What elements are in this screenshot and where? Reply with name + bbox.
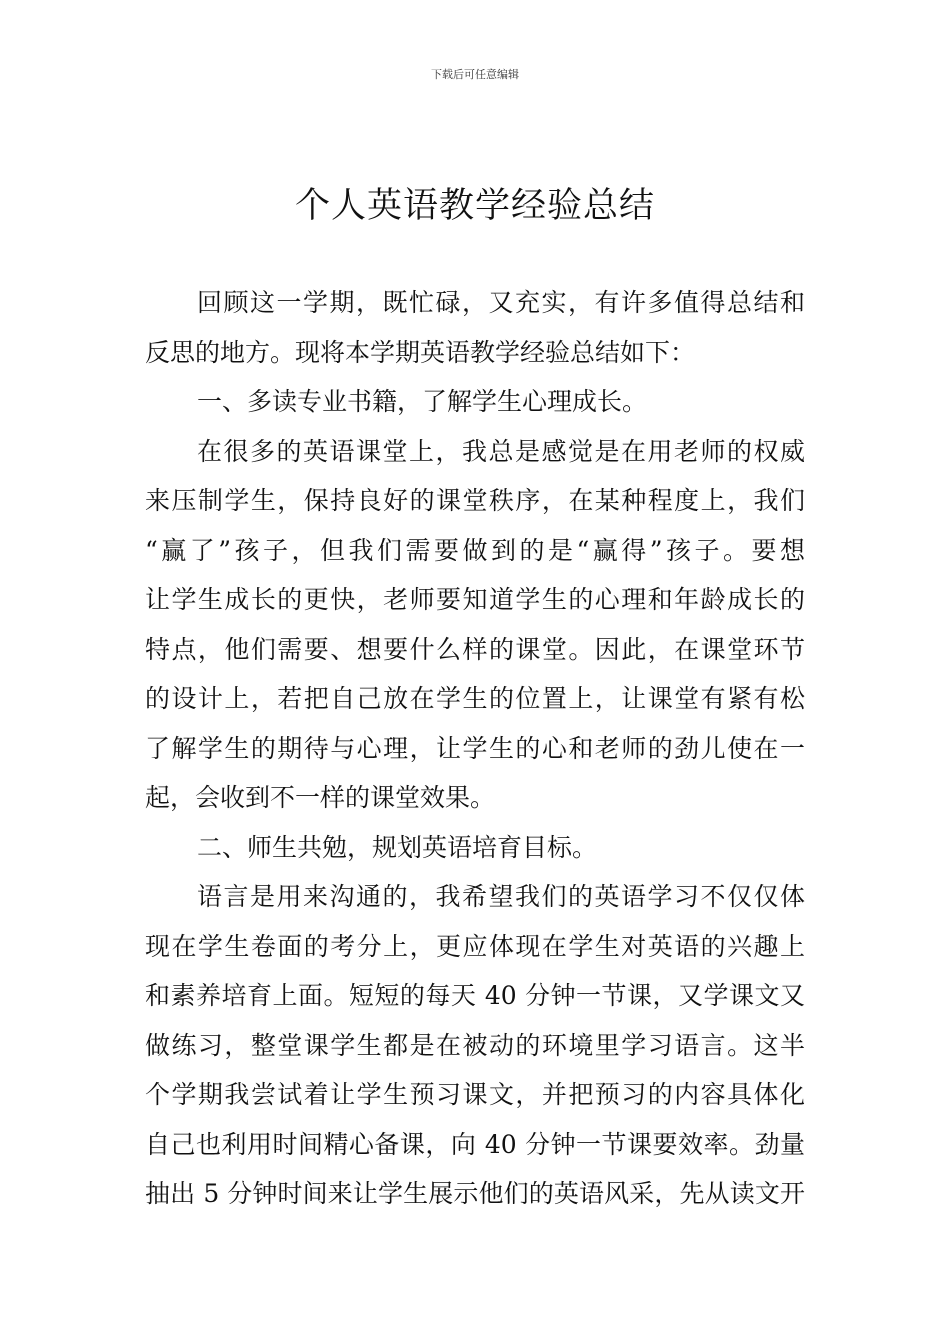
text-line: 二、师生共勉，规划英语培育目标。 [197, 832, 598, 862]
text-line: 抽出 5 分钟时间来让学生展示他们的英语风采，先从读文开 [145, 1179, 805, 1208]
text-line: 来压制学生，保持良好的课堂秩序，在某种程度上，我们 [145, 486, 805, 515]
text-line: 自己也利用时间精心备课，向 40 分钟一节课要效率。劲量 [145, 1129, 805, 1159]
text-line: 现在学生卷面的考分上，更应体现在学生对英语的兴趣上 [145, 931, 805, 961]
text-line: 做练习，整堂课学生都是在被动的环境里学习语言。这半 [145, 1030, 805, 1060]
document-body [145, 278, 805, 1219]
text-line: 和素养培育上面。短短的每天 40 分钟一节课，又学课文又 [145, 981, 805, 1010]
text-line: 一、多读专业书籍，了解学生心理成长。 [197, 387, 648, 416]
text-line: 回顾这一学期，既忙碌，又充实，有许多值得总结和 [197, 288, 805, 317]
text-line: “赢了”孩子，但我们需要做到的是“赢得”孩子。要想 [145, 535, 805, 565]
text-line: 了解学生的期待与心理，让学生的心和老师的劲儿使在一 [145, 733, 805, 763]
text-line: 个学期我尝试着让学生预习课文，并把预习的内容具体化 [145, 1080, 805, 1109]
text-line: 反思的地方。现将本学期英语教学经验总结如下： [145, 337, 696, 367]
text-line: 的设计上，若把自己放在学生的位置上，让课堂有紧有松 [145, 684, 805, 713]
text-line: 语言是用来沟通的，我希望我们的英语学习不仅仅体 [197, 882, 805, 911]
header-note: 下载后可任意编辑 [431, 68, 519, 81]
text-line: 起，会收到不一样的课堂效果。 [145, 783, 496, 812]
text-line: 在很多的英语课堂上，我总是感觉是在用老师的权威 [197, 436, 805, 466]
text-line: 特点，他们需要、想要什么样的课堂。因此，在课堂环节 [145, 634, 805, 664]
document-title: 个人英语教学经验总结 [294, 186, 655, 226]
text-line: 让学生成长的更快，老师要知道学生的心理和年龄成长的 [145, 585, 805, 614]
